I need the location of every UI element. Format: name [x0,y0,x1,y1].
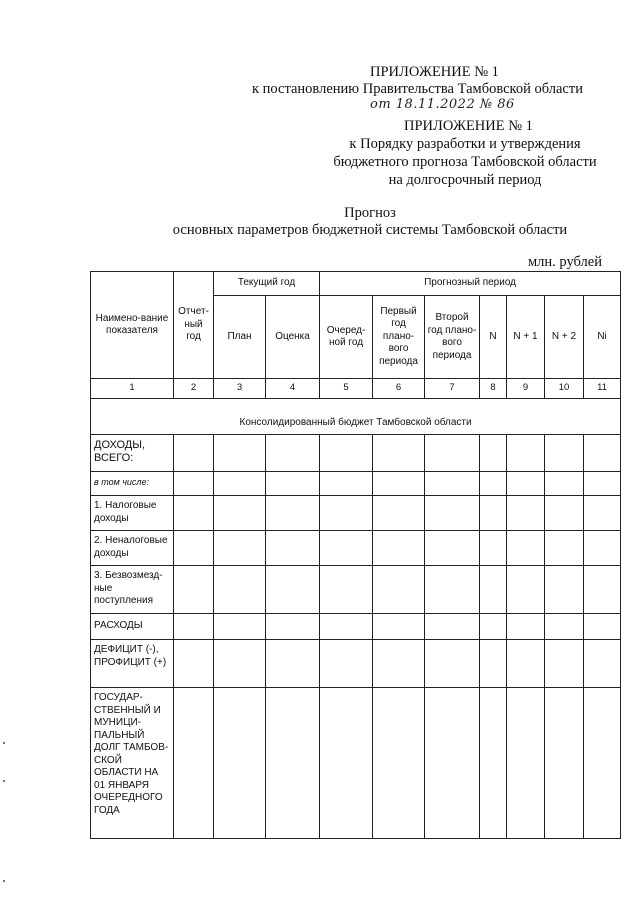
table-row [91,531,621,566]
current-year-header: Текущий год [214,272,320,296]
order-line-3: на долгосрочный период [388,172,542,188]
forecast-period-header: Прогнозный период [320,272,621,296]
col-number: 2 [174,379,214,399]
col-reported-header: Отчет-ный год [174,272,214,379]
col-first-header: Первый год плано-вого периода [373,296,425,379]
scan-speck [3,742,5,744]
doc-subtitle: основных параметров бюджетной системы Тамбовской области [172,222,568,238]
header-row-1 [91,272,621,296]
col-n-header: N [480,296,507,379]
col-n1-header: N + 1 [507,296,545,379]
column-numbers-row [91,379,621,399]
order-line-2: бюджетного прогноза Тамбовской области [333,154,597,170]
col-next-header: Очеред-ной год [320,296,373,379]
row-label-nontax: 2. Неналоговые доходы [91,531,174,566]
row-label-including: в том числе: [91,472,174,496]
col-number: 11 [584,379,621,399]
units-label: млн. рублей [528,254,602,270]
col-number: 1 [91,379,174,399]
forecast-table [90,271,621,839]
table-row [91,566,621,614]
section-row [91,399,621,435]
doc-title: Прогноз [344,205,396,221]
table-row [91,435,621,472]
col-number: 8 [480,379,507,399]
col-number: 6 [373,379,425,399]
order-line-1: к Порядку разработки и утверждения [349,136,581,152]
row-label-tax: 1. Налоговые доходы [91,496,174,531]
col-estimate-header: Оценка [266,296,320,379]
section-title: Консолидированный бюджет Тамбовской области [91,399,621,435]
row-label-expenses: РАСХОДЫ [91,614,174,640]
table-row [91,688,621,839]
scan-speck [3,780,5,782]
col-plan-header: План [214,296,266,379]
appendix-title-2: ПРИЛОЖЕНИЕ № 1 [404,118,533,134]
row-label-income-total: ДОХОДЫ, ВСЕГО: [91,435,174,472]
table-row [91,496,621,531]
row-label-deficit: ДЕФИЦИТ (-), ПРОФИЦИТ (+) [91,640,174,688]
col-number: 9 [507,379,545,399]
col-number: 7 [425,379,480,399]
col-n2-header: N + 2 [545,296,584,379]
col-name-header: Наимено-вание показателя [91,272,174,379]
table-row [91,472,621,496]
handwritten-date: от 18.11.2022 № 86 [370,97,515,112]
col-number: 5 [320,379,373,399]
appendix-title: ПРИЛОЖЕНИЕ № 1 [370,64,499,80]
row-label-transfers: 3. Безвозмезд-ные поступления [91,566,174,614]
table-row [91,640,621,688]
scan-speck [3,880,5,882]
col-number: 3 [214,379,266,399]
table-row [91,614,621,640]
col-number: 10 [545,379,584,399]
col-number: 4 [266,379,320,399]
col-second-header: Второй год плано-вого периода [425,296,480,379]
row-label-debt: ГОСУДАР-СТВЕННЫЙ И МУНИЦИ-ПАЛЬНЫЙ ДОЛГ ТАМБОВ-СКОЙ ОБЛАСТИ НА 01 ЯНВАРЯ ОЧЕРЕДНОГО ГОДА [91,688,174,839]
col-ni-header: Ni [584,296,621,379]
resolution-line: к постановлению Правительства Тамбовской области [252,81,583,97]
